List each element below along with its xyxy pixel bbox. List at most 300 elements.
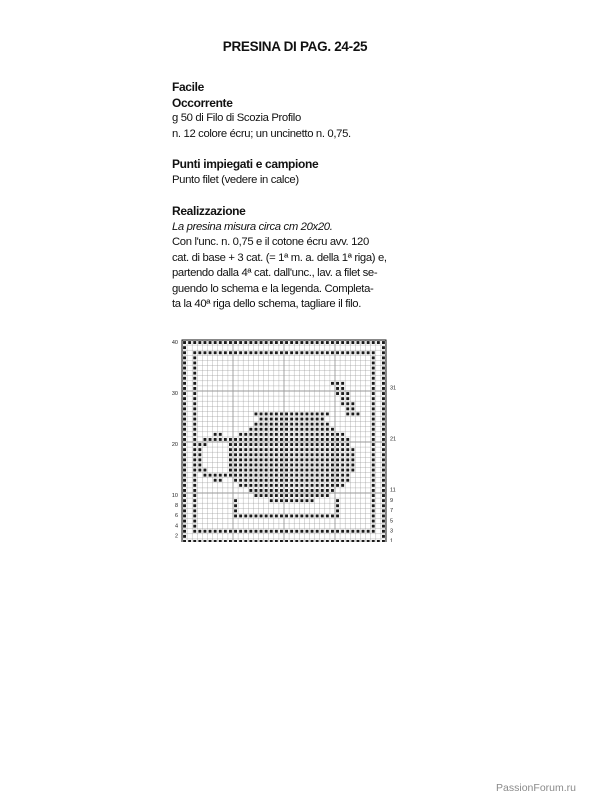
filled-cell [214, 341, 217, 344]
row-label-right: 1 [390, 538, 394, 542]
filled-cell [183, 356, 186, 359]
filled-cell [290, 464, 293, 467]
filled-cell [280, 351, 283, 354]
filled-cell [224, 438, 227, 441]
filled-cell [249, 484, 252, 487]
filled-cell [275, 428, 278, 431]
filled-cell [326, 464, 329, 467]
filled-cell [219, 351, 222, 354]
filled-cell [249, 341, 252, 344]
filled-cell [372, 341, 375, 344]
filled-cell [311, 351, 314, 354]
filled-cell [300, 494, 303, 497]
filled-cell [362, 540, 365, 542]
filled-cell [209, 341, 212, 344]
filled-cell [290, 469, 293, 472]
filled-cell [214, 530, 217, 533]
filled-cell [244, 515, 247, 518]
filled-cell [265, 433, 268, 436]
filled-cell [270, 413, 273, 416]
filled-cell [193, 392, 196, 395]
filled-cell [295, 489, 298, 492]
filled-cell [244, 464, 247, 467]
filled-cell [316, 413, 319, 416]
filled-cell [239, 341, 242, 344]
filled-cell [183, 464, 186, 467]
filled-cell [351, 341, 354, 344]
filled-cell [351, 407, 354, 410]
filled-cell [372, 530, 375, 533]
filled-cell [295, 499, 298, 502]
filled-cell [372, 423, 375, 426]
filled-cell [239, 433, 242, 436]
filled-cell [306, 530, 309, 533]
filled-cell [341, 341, 344, 344]
filled-cell [311, 453, 314, 456]
filled-cell [316, 464, 319, 467]
filled-cell [270, 469, 273, 472]
filled-cell [336, 453, 339, 456]
filled-cell [331, 458, 334, 461]
filled-cell [295, 453, 298, 456]
filled-cell [280, 499, 283, 502]
filled-cell [336, 433, 339, 436]
filled-cell [219, 474, 222, 477]
filled-cell [255, 515, 258, 518]
filled-cell [357, 341, 360, 344]
filled-cell [198, 469, 201, 472]
filled-cell [382, 458, 385, 461]
filled-cell [306, 484, 309, 487]
filled-cell [372, 443, 375, 446]
filled-cell [193, 372, 196, 375]
filled-cell [244, 351, 247, 354]
filled-cell [300, 484, 303, 487]
filled-cell [300, 499, 303, 502]
filled-cell [270, 499, 273, 502]
filled-cell [209, 530, 212, 533]
filled-cell [255, 433, 258, 436]
filled-cell [326, 351, 329, 354]
filled-cell [372, 515, 375, 518]
filled-cell [311, 448, 314, 451]
filled-cell [326, 474, 329, 477]
filled-cell [372, 464, 375, 467]
filled-cell [326, 515, 329, 518]
filled-cell [321, 438, 324, 441]
filled-cell [255, 464, 258, 467]
filled-cell [306, 351, 309, 354]
filled-cell [183, 341, 186, 344]
filled-cell [295, 540, 298, 542]
filled-cell [295, 448, 298, 451]
filled-cell [260, 474, 263, 477]
filled-cell [285, 494, 288, 497]
filled-cell [300, 469, 303, 472]
filled-cell [224, 351, 227, 354]
filled-cell [290, 341, 293, 344]
filled-cell [255, 448, 258, 451]
filled-cell [331, 428, 334, 431]
filled-cell [331, 479, 334, 482]
filled-cell [341, 469, 344, 472]
filled-cell [336, 382, 339, 385]
filled-cell [260, 418, 263, 421]
filled-cell [280, 474, 283, 477]
filled-cell [285, 438, 288, 441]
filled-cell [311, 443, 314, 446]
filled-cell [275, 433, 278, 436]
filled-cell [341, 351, 344, 354]
filled-cell [183, 448, 186, 451]
filled-cell [336, 469, 339, 472]
filled-cell [290, 530, 293, 533]
filled-cell [280, 341, 283, 344]
filled-cell [341, 402, 344, 405]
filled-cell [311, 469, 314, 472]
filled-cell [351, 458, 354, 461]
filled-cell [193, 433, 196, 436]
filled-cell [204, 341, 207, 344]
filled-cell [270, 540, 273, 542]
filled-cell [321, 453, 324, 456]
filled-cell [275, 515, 278, 518]
filled-cell [255, 351, 258, 354]
filled-cell [255, 494, 258, 497]
filled-cell [295, 469, 298, 472]
materials-line: n. 12 colore écru; un uncinetto n. 0,75. [172, 127, 351, 140]
filled-cell [275, 423, 278, 426]
filled-cell [234, 464, 237, 467]
filled-cell [239, 438, 242, 441]
filled-cell [382, 413, 385, 416]
filled-cell [224, 540, 227, 542]
filled-cell [239, 448, 242, 451]
filled-cell [280, 438, 283, 441]
filled-cell [270, 484, 273, 487]
filled-cell [326, 489, 329, 492]
filled-cell [249, 530, 252, 533]
filled-cell [326, 469, 329, 472]
filled-cell [265, 423, 268, 426]
filled-cell [336, 464, 339, 467]
filled-cell [346, 402, 349, 405]
filled-cell [382, 469, 385, 472]
filled-cell [265, 413, 268, 416]
filled-cell [209, 438, 212, 441]
filled-cell [183, 525, 186, 528]
filled-cell [306, 423, 309, 426]
filled-cell [193, 407, 196, 410]
filled-cell [311, 413, 314, 416]
filled-cell [367, 341, 370, 344]
filled-cell [382, 499, 385, 502]
filled-cell [346, 443, 349, 446]
filled-cell [234, 479, 237, 482]
filled-cell [214, 433, 217, 436]
filled-cell [316, 479, 319, 482]
filled-cell [275, 418, 278, 421]
filled-cell [295, 479, 298, 482]
filled-cell [193, 428, 196, 431]
filled-cell [306, 489, 309, 492]
instructions-line: guendo lo schema e la legenda. Completa- [172, 282, 374, 295]
watermark: PassionForum.ru [496, 782, 576, 794]
filled-cell [188, 540, 191, 542]
filled-cell [234, 474, 237, 477]
instructions-intro: La presina misura circa cm 20x20. [172, 220, 333, 233]
filled-cell [341, 443, 344, 446]
filled-cell [290, 433, 293, 436]
filled-cell [234, 530, 237, 533]
filled-cell [193, 362, 196, 365]
filled-cell [260, 423, 263, 426]
filled-cell [204, 443, 207, 446]
filled-cell [316, 515, 319, 518]
filled-cell [300, 413, 303, 416]
filled-cell [295, 413, 298, 416]
filled-cell [193, 540, 196, 542]
filled-cell [351, 351, 354, 354]
filled-cell [346, 413, 349, 416]
filled-cell [326, 413, 329, 416]
filled-cell [209, 351, 212, 354]
filled-cell [382, 377, 385, 380]
filled-cell [321, 474, 324, 477]
filled-cell [244, 530, 247, 533]
filled-cell [239, 453, 242, 456]
filled-cell [275, 489, 278, 492]
filled-cell [260, 448, 263, 451]
filled-cell [265, 438, 268, 441]
filled-cell [183, 535, 186, 538]
filled-cell [265, 479, 268, 482]
filled-cell [183, 479, 186, 482]
filled-cell [285, 428, 288, 431]
filled-cell [260, 443, 263, 446]
filled-cell [249, 469, 252, 472]
filled-cell [290, 448, 293, 451]
filled-cell [280, 489, 283, 492]
filled-cell [183, 520, 186, 523]
filled-cell [331, 484, 334, 487]
filled-cell [275, 443, 278, 446]
filled-cell [382, 438, 385, 441]
filled-cell [300, 464, 303, 467]
filled-cell [290, 540, 293, 542]
filled-cell [290, 515, 293, 518]
filled-cell [300, 453, 303, 456]
filled-cell [346, 407, 349, 410]
filled-cell [311, 438, 314, 441]
filled-cell [183, 509, 186, 512]
filled-cell [249, 479, 252, 482]
filled-cell [372, 474, 375, 477]
filled-cell [183, 458, 186, 461]
filled-cell [239, 474, 242, 477]
filled-cell [193, 397, 196, 400]
filled-cell [183, 484, 186, 487]
filled-cell [234, 341, 237, 344]
filled-cell [372, 356, 375, 359]
filled-cell [316, 443, 319, 446]
filled-cell [311, 433, 314, 436]
filled-cell [290, 458, 293, 461]
filled-cell [244, 448, 247, 451]
filled-cell [306, 499, 309, 502]
filled-cell [270, 438, 273, 441]
filled-cell [357, 530, 360, 533]
filled-cell [260, 413, 263, 416]
filled-cell [382, 372, 385, 375]
filled-cell [306, 494, 309, 497]
filled-cell [372, 372, 375, 375]
filled-cell [285, 341, 288, 344]
row-label-left: 40 [171, 339, 178, 346]
filled-cell [244, 341, 247, 344]
filled-cell [300, 479, 303, 482]
filled-cell [382, 418, 385, 421]
filled-cell [280, 453, 283, 456]
filled-cell [382, 489, 385, 492]
row-label-left: 30 [171, 390, 178, 397]
filled-cell [219, 433, 222, 436]
filled-cell [346, 540, 349, 542]
filled-cell [244, 433, 247, 436]
filled-cell [331, 489, 334, 492]
filled-cell [280, 469, 283, 472]
filled-cell [336, 392, 339, 395]
filled-cell [367, 540, 370, 542]
filled-cell [341, 540, 344, 542]
filled-cell [270, 423, 273, 426]
filled-cell [382, 509, 385, 512]
filled-cell [193, 525, 196, 528]
filled-cell [198, 443, 201, 446]
filled-cell [183, 377, 186, 380]
stitches-section [172, 157, 432, 188]
filled-cell [326, 341, 329, 344]
filled-cell [326, 423, 329, 426]
filled-cell [224, 341, 227, 344]
filled-cell [255, 453, 258, 456]
filled-cell [341, 474, 344, 477]
filled-cell [346, 479, 349, 482]
instructions-section [172, 204, 432, 313]
filled-cell [290, 428, 293, 431]
filled-cell [209, 474, 212, 477]
instructions-heading: Realizzazione [172, 204, 246, 218]
filled-cell [290, 351, 293, 354]
filled-cell [357, 351, 360, 354]
filled-cell [336, 540, 339, 542]
filled-cell [331, 474, 334, 477]
filled-cell [260, 341, 263, 344]
filled-cell [326, 433, 329, 436]
filled-cell [321, 418, 324, 421]
filled-cell [204, 351, 207, 354]
filled-cell [244, 453, 247, 456]
filled-cell [234, 509, 237, 512]
filled-cell [295, 423, 298, 426]
materials-line: g 50 di Filo di Scozia Profilo [172, 112, 301, 124]
filled-cell [183, 372, 186, 375]
filled-cell [377, 341, 380, 344]
filled-cell [270, 341, 273, 344]
filled-cell [341, 387, 344, 390]
filled-cell [285, 469, 288, 472]
filled-cell [255, 423, 258, 426]
filled-cell [311, 530, 314, 533]
filled-cell [336, 458, 339, 461]
filled-cell [224, 474, 227, 477]
filled-cell [198, 448, 201, 451]
filled-cell [183, 413, 186, 416]
filled-cell [285, 499, 288, 502]
filled-cell [321, 351, 324, 354]
filled-cell [311, 499, 314, 502]
filled-cell [326, 484, 329, 487]
filled-cell [382, 407, 385, 410]
filled-cell [270, 453, 273, 456]
filled-cell [244, 458, 247, 461]
filled-cell [285, 479, 288, 482]
filled-cell [249, 351, 252, 354]
filled-cell [316, 474, 319, 477]
filled-cell [244, 474, 247, 477]
filled-cell [351, 469, 354, 472]
filled-cell [316, 469, 319, 472]
filled-cell [229, 453, 232, 456]
filled-cell [321, 458, 324, 461]
filled-cell [351, 540, 354, 542]
filled-cell [295, 484, 298, 487]
filled-cell [321, 443, 324, 446]
filled-cell [229, 469, 232, 472]
filled-cell [326, 453, 329, 456]
filled-cell [311, 418, 314, 421]
filled-cell [300, 448, 303, 451]
filled-cell [244, 438, 247, 441]
filled-cell [372, 520, 375, 523]
filled-cell [362, 341, 365, 344]
filled-cell [188, 341, 191, 344]
filled-cell [316, 540, 319, 542]
filled-cell [290, 499, 293, 502]
filled-cell [275, 458, 278, 461]
filled-cell [249, 474, 252, 477]
filled-cell [331, 433, 334, 436]
filled-cell [321, 413, 324, 416]
filled-cell [183, 362, 186, 365]
filled-cell [280, 423, 283, 426]
filled-cell [346, 392, 349, 395]
filled-cell [316, 448, 319, 451]
filled-cell [183, 382, 186, 385]
filled-cell [346, 464, 349, 467]
filled-cell [285, 351, 288, 354]
filled-cell [270, 351, 273, 354]
row-label-right: 7 [390, 508, 394, 515]
filled-cell [193, 367, 196, 370]
filled-cell [183, 387, 186, 390]
filled-cell [275, 448, 278, 451]
filled-cell [265, 341, 268, 344]
materials-heading: Occorrente [172, 95, 233, 110]
filled-cell [300, 418, 303, 421]
filled-cell [285, 418, 288, 421]
filled-cell [321, 448, 324, 451]
